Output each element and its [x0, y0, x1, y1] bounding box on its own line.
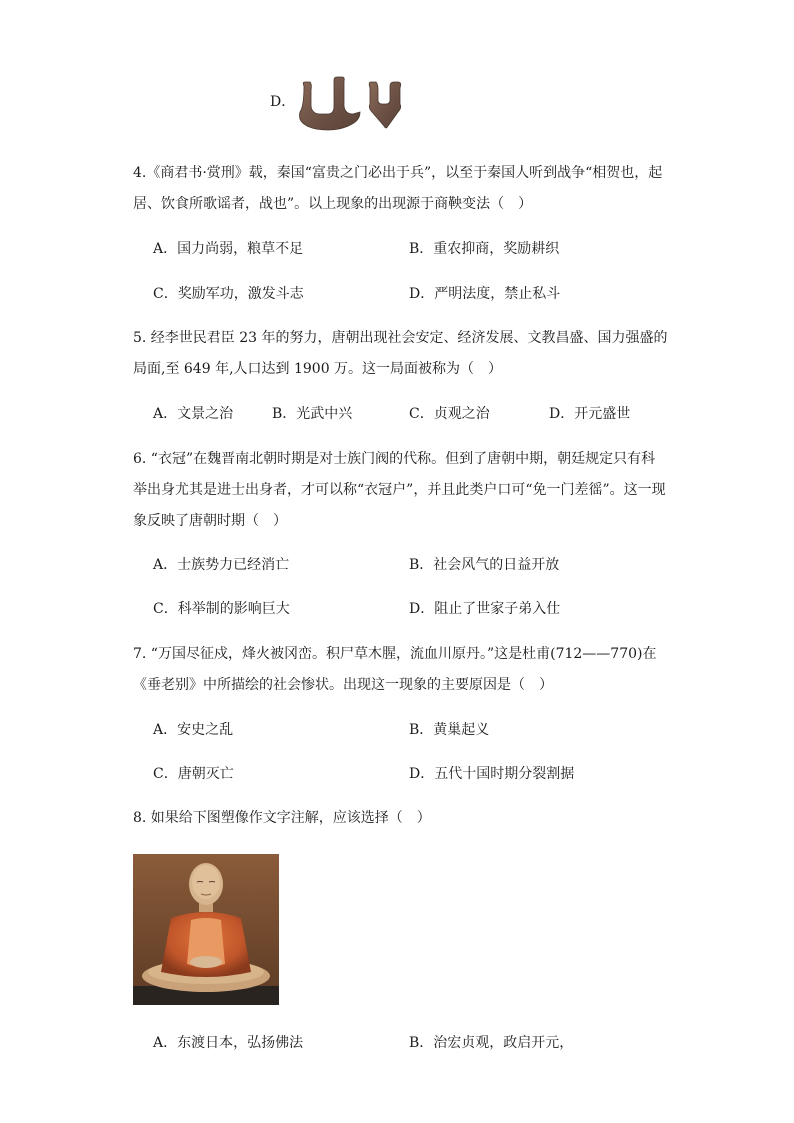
q5-stem-line2: 局面,至 649 年,人口达到 1900 万。这一局面被称为（ ）	[133, 361, 503, 377]
q5-option-c[interactable]: C．贞观之治	[409, 406, 490, 422]
q4-option-b[interactable]: B．重农抑商，奖励耕织	[409, 241, 560, 257]
q7-option-d[interactable]: D．五代十国时期分裂割据	[409, 766, 575, 782]
q5-stem-line1: 5. 经李世民君臣 23 年的努力，唐朝出现社会安定、经济发展、文教昌盛、国力强盛的	[133, 330, 668, 346]
q4-stem-line1: 4.《商君书·赏刑》载，秦国“富贵之门必出于兵”，以至于秦国人听到战争“相贺也，起	[133, 165, 663, 181]
q8-stem-line1: 8. 如果给下图塑像作文字注解，应该选择（ ）	[133, 810, 431, 826]
q3-option-d[interactable]	[270, 92, 295, 112]
q7-stem-line2: 《垂老别》中所描绘的社会惨状。出现这一现象的主要原因是（ ）	[133, 677, 553, 693]
seated-monk-statue-image	[133, 854, 279, 1005]
q7-option-b[interactable]: B．黄巢起义	[409, 722, 490, 738]
q5-option-a[interactable]: A．文景之治	[153, 406, 234, 422]
q7-option-a[interactable]: A．安史之乱	[153, 722, 234, 738]
bronze-spade-coins-image	[298, 76, 410, 134]
q6-stem-line1: 6. “衣冠”在魏晋南北朝时期是对士族门阀的代称。但到了唐朝中期，朝廷规定只有科	[133, 451, 656, 467]
q3-option-d-label: D．	[270, 94, 296, 110]
q6-stem-line2: 举出身尤其是进士出身者，才可以称“衣冠户”，并且此类户口可“免一门差徭”。这一现	[133, 482, 666, 498]
q4-option-c[interactable]: C．奖励军功，激发斗志	[153, 286, 304, 302]
q4-stem-line2: 居、饮食所歌谣者，战也”。以上现象的出现源于商鞅变法（ ）	[133, 196, 533, 212]
q6-stem-line3: 象反映了唐朝时期（ ）	[133, 513, 287, 529]
q4-option-a[interactable]: A．国力尚弱，粮草不足	[153, 241, 304, 257]
q6-option-d[interactable]: D．阻止了世家子弟入仕	[409, 601, 561, 617]
q6-option-a[interactable]: A．士族势力已经消亡	[153, 557, 290, 573]
q5-option-b[interactable]: B．光武中兴	[272, 406, 353, 422]
q8-option-b[interactable]: B．治宏贞观，政启开元，	[409, 1035, 574, 1051]
q7-option-c[interactable]: C．唐朝灭亡	[153, 766, 234, 782]
q6-option-c[interactable]: C．科举制的影响巨大	[153, 601, 290, 617]
q7-stem-line1: 7. “万国尽征戍，烽火被冈峦。积尸草木腥，流血川原丹。”这是杜甫(712——770)在	[133, 646, 657, 662]
q8-option-a[interactable]: A．东渡日本，弘扬佛法	[153, 1035, 304, 1051]
q6-option-b[interactable]: B．社会风气的日益开放	[409, 557, 560, 573]
q5-option-d[interactable]: D．开元盛世	[549, 406, 631, 422]
q4-option-d[interactable]: D．严明法度，禁止私斗	[409, 286, 561, 302]
